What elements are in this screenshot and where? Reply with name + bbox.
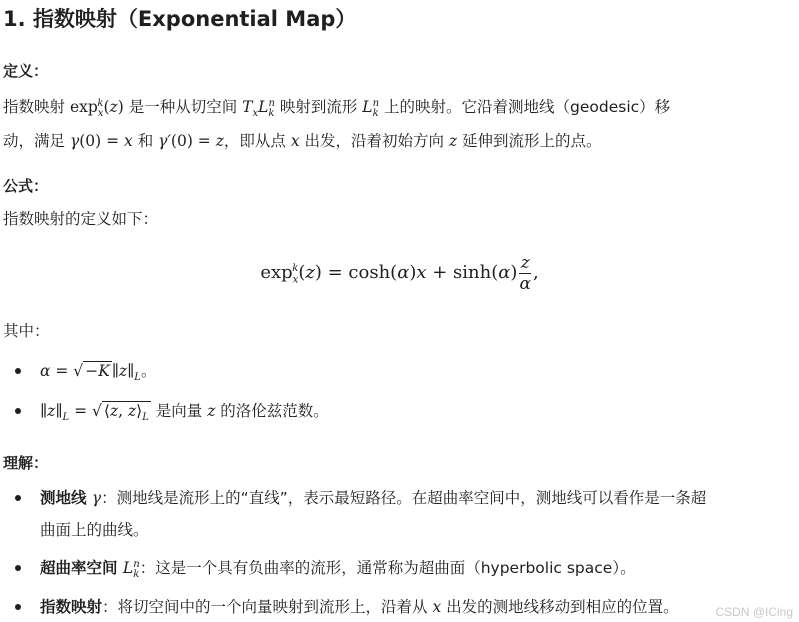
section-title: 1. 指数映射（Exponential Map） — [3, 7, 357, 31]
definition-paragraph: 指数映射 $\exp_x^k(z)$ 是一种从切空间 $T_xL_k^n$ 映射到流形 $L_k^n$ 上的映射。它沿着测地线（geodesic）移 动，满足 γ(0) = x 和 γ′(0) = z，即从点 x 出发，沿着初始方向 z 延伸到流形上的点。 — [3, 97, 671, 150]
term-description: 曲面上的曲线。 — [40, 521, 149, 539]
bullet-icon — [15, 495, 21, 501]
definition-text: 上的映射。它沿着测地线（geodesic）移 — [379, 98, 671, 116]
bullet-icon — [15, 604, 21, 610]
formula-intro: 指数映射的定义如下： — [3, 210, 159, 228]
bullet-icon — [15, 565, 21, 571]
definition-text: 指数映射 — [3, 98, 70, 116]
term-description: ：将切空间中的一个向量映射到流形上，沿着从 — [102, 598, 433, 616]
term-description: ：这是一个具有负曲率的流形，通常称为超曲面（hyperbolic space）。 — [139, 559, 636, 577]
norm-definition-text: 是向量 — [150, 402, 208, 420]
norm-definition-text: 的洛伦兹范数。 — [215, 402, 329, 420]
definition-text: 动，满足 — [3, 132, 70, 150]
definition-text: 是一种从切空间 — [123, 98, 243, 116]
document-page: 1. 指数映射（Exponential Map） 定义： 指数映射 $\exp_x^k(z)$ 是一种从切空间 $T_xL_k^n$ 映射到流形 $L_k^n$ 上的映射。它沿着测地线（geodesic）移 动，满足 γ(0) = x 和 γ′(0) = z，即从点 x 出发，沿着初始方向 z 延伸到流形上的点。 公式： 指数映射的定义如下： $\exp_x^k(z) = \cosh(\alpha)x + \sinh(\alpha)$ $\frac{z}{\alpha}$ , 其中： α = √ −K $\parallel z\parallel_L$。 $\parallel z\parallel_L$ = √ ⟨z, $z⟩_L$ 是向量 z 的洛伦兹范数。 理解： 测地线 γ：测地线是流形上的“直线”，表示最短路径。在超曲率空间中，测地线可以看作是一条超 曲面上的曲线。 超曲率空间 $L_k^n$：这是一个具有负曲率的流形，通常称为超曲面（hyperbolic space）。 指数映射：将切空间中的一个向量映射到流形上，沿着从 x 出发的测地线移动到相应的位置。 CSDN @ICing — [0, 0, 799, 621]
definition-label: 定义： — [3, 62, 49, 80]
where-label: 其中： — [3, 322, 50, 340]
formula-label: 公式： — [3, 177, 49, 195]
definition-text: 和 — [132, 132, 159, 150]
definition-text: 映射到流形 — [274, 98, 363, 116]
understanding-label: 理解： — [3, 454, 49, 472]
bullet-icon — [15, 368, 21, 374]
definition-text: 出发，沿着初始方向 — [299, 132, 449, 150]
definition-text: ，即从点 — [223, 132, 291, 150]
alpha-definition-suffix: 。 — [140, 362, 157, 380]
exponential-map-formula: $\exp_x^k(z) = \cosh(\alpha)x + \sinh(\alpha)$ $\frac{z}{\alpha}$ , — [260, 252, 539, 294]
term-exponential-map: 指数映射 — [40, 598, 103, 616]
term-hyperbolic-space: 超曲率空间 — [40, 559, 123, 577]
watermark: CSDN @ICing — [715, 605, 793, 619]
term-description: 出发的测地线移动到相应的位置。 — [441, 598, 679, 616]
term-description: ：测地线是流形上的“直线”，表示最短路径。在超曲率空间中，测地线可以看作是一条超 — [101, 489, 707, 507]
bullet-icon — [15, 408, 21, 414]
term-geodesic: 测地线 — [40, 489, 92, 507]
definition-text: 延伸到流形上的点。 — [457, 132, 602, 150]
